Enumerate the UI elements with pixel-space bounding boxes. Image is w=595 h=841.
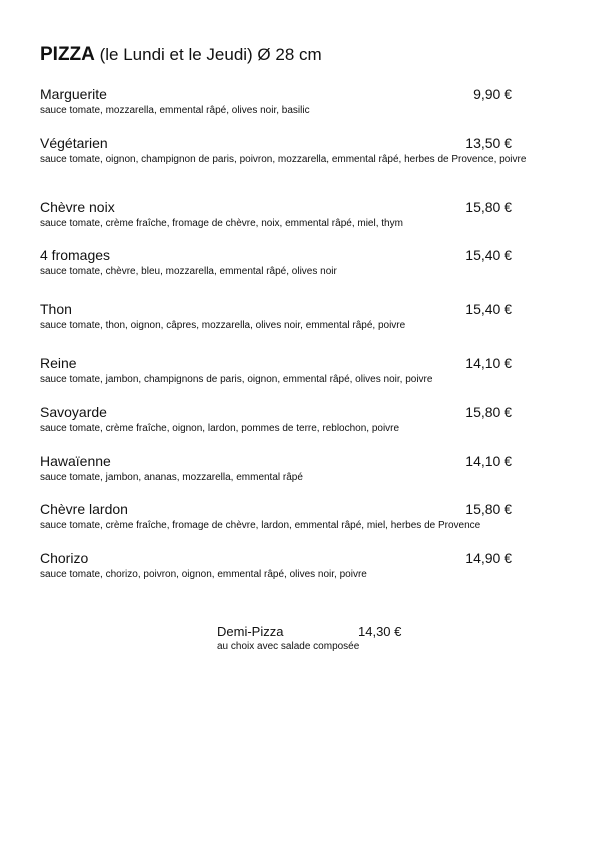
menu-item-chorizo (40, 550, 552, 582)
item-description: sauce tomate, chèvre, bleu, mozzarella, emmental râpé, olives noir (40, 266, 337, 277)
item-name: Savoyarde (40, 404, 107, 420)
item-price: 14,10 € (465, 453, 512, 469)
item-price: 15,40 € (465, 247, 512, 263)
menu-item-chevre-noix (40, 199, 552, 231)
item-description: sauce tomate, crème fraîche, oignon, lardon, pommes de terre, reblochon, poivre (40, 423, 400, 434)
item-price: 15,80 € (465, 199, 512, 215)
item-name: Hawaïenne (40, 453, 111, 469)
menu-item-thon (40, 301, 552, 333)
menu-item-reine (40, 355, 552, 387)
page-title (40, 44, 322, 66)
item-name: 4 fromages (40, 247, 111, 263)
menu-item-savoyarde (40, 404, 552, 436)
item-name: Marguerite (40, 86, 107, 102)
item-price: 14,90 € (465, 550, 512, 566)
item-description: sauce tomate, oignon, champignon de paris, poivron, mozzarella, emmental râpé, herbes de Provence, poivre (40, 154, 527, 165)
title-subtitle: (le Lundi et le Jeudi) Ø 28 cm (94, 45, 322, 64)
item-name: Chèvre noix (40, 199, 115, 215)
title-main: PIZZA (40, 44, 95, 65)
item-description: sauce tomate, thon, oignon, câpres, mozzarella, olives noir, emmental râpé, poivre (40, 320, 406, 331)
item-description: sauce tomate, jambon, champignons de paris, oignon, emmental râpé, olives noir, poivre (40, 374, 433, 385)
menu-item-4-fromages (40, 247, 552, 279)
item-name: Végétarien (40, 135, 108, 151)
item-price: 14,10 € (465, 355, 512, 371)
item-name: Chorizo (40, 550, 89, 566)
item-description: sauce tomate, crème fraîche, fromage de chèvre, noix, emmental râpé, miel, thym (40, 218, 403, 229)
menu-item-marguerite (40, 86, 552, 118)
item-price: 13,50 € (465, 135, 512, 151)
item-description: sauce tomate, crème fraîche, fromage de chèvre, lardon, emmental râpé, miel, herbes de Provence (40, 520, 481, 531)
item-name: Thon (40, 301, 72, 317)
menu-item-vegetarien (40, 135, 552, 167)
demi-pizza-offer (217, 624, 417, 654)
menu-item-chevre-lardon (40, 501, 552, 533)
demi-pizza-description: au choix avec salade composée (217, 641, 360, 652)
menu-item-hawaienne (40, 453, 552, 485)
item-price: 15,80 € (465, 501, 512, 517)
item-price: 9,90 € (473, 86, 512, 102)
demi-pizza-name: Demi-Pizza (217, 624, 284, 639)
item-name: Reine (40, 355, 77, 371)
item-price: 15,40 € (465, 301, 512, 317)
item-description: sauce tomate, mozzarella, emmental râpé, olives noir, basilic (40, 105, 310, 116)
item-description: sauce tomate, chorizo, poivron, oignon, emmental râpé, olives noir, poivre (40, 569, 367, 580)
demi-pizza-price: 14,30 € (358, 624, 402, 639)
item-description: sauce tomate, jambon, ananas, mozzarella, emmental râpé (40, 472, 303, 483)
item-price: 15,80 € (465, 404, 512, 420)
item-name: Chèvre lardon (40, 501, 128, 517)
